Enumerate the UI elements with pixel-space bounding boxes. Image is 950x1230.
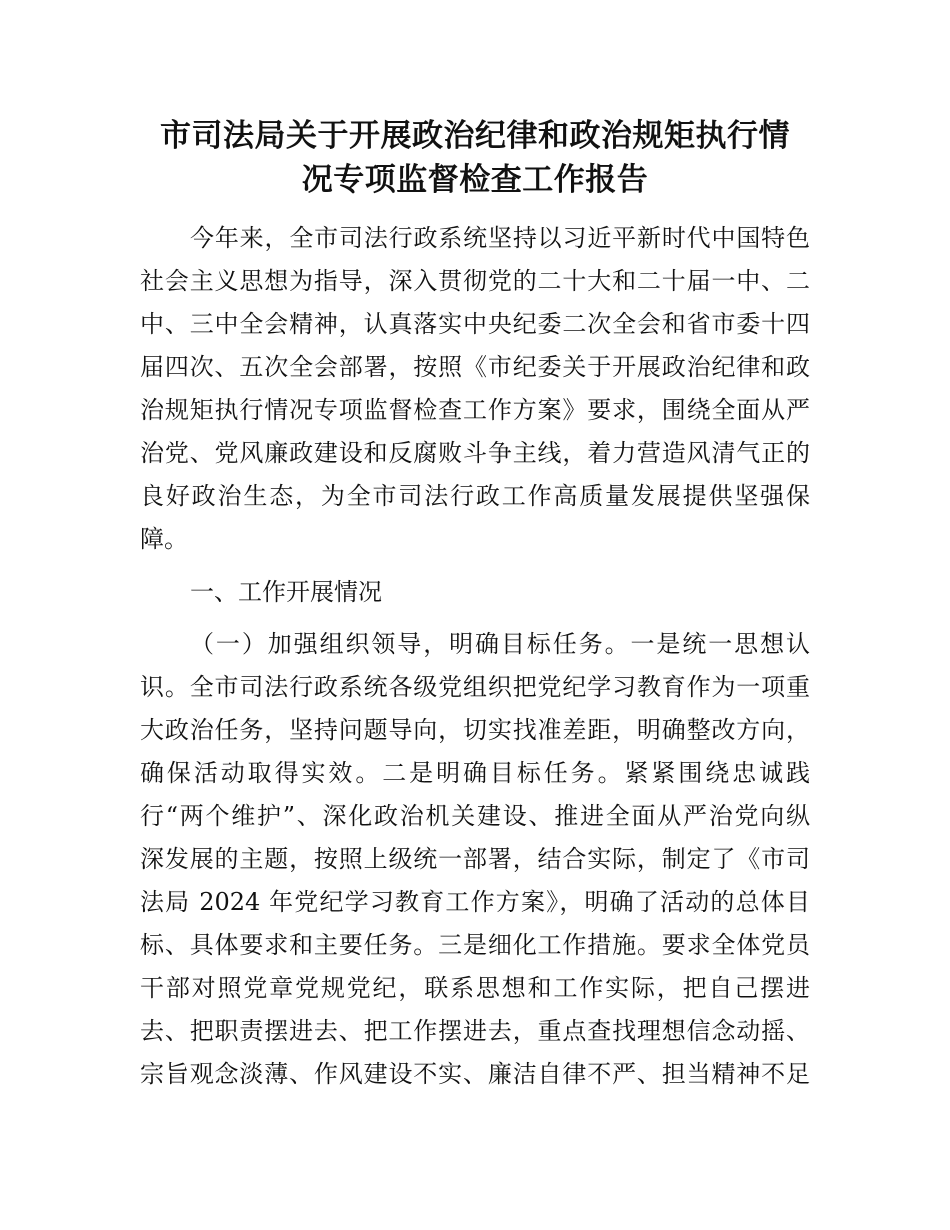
section-line: 宗旨观念淡薄、作风建设不实、廉洁自律不严、担当精神不足 [140,1060,810,1088]
intro-line: 中、三中全会精神，认真落实中央纪委二次全会和省市委十四 [140,310,810,338]
intro-line: 障。 [140,525,188,553]
section-line: 识。全市司法行政系统各级党组织把党纪学习教育作为一项重 [140,673,810,701]
section-heading: 一、工作开展情况 [190,578,382,606]
section-line: 干部对照党章党规党纪，联系思想和工作实际，把自己摆进 [140,974,810,1002]
report-title-line-1: 市司法局关于开展政治纪律和政治规矩执行情 [160,118,790,154]
section-line: （一）加强组织领导，明确目标任务。一是统一思想认 [190,630,810,658]
intro-line: 社会主义思想为指导，深入贯彻党的二十大和二十届一中、二 [140,267,810,295]
section-line: 标、具体要求和主要任务。三是细化工作措施。要求全体党员 [140,931,810,959]
intro-line: 今年来，全市司法行政系统坚持以习近平新时代中国特色 [190,224,810,252]
section-line: 法局 2024 年党纪学习教育工作方案》，明确了活动的总体目 [140,888,810,916]
intro-line: 良好政治生态，为全市司法行政工作高质量发展提供坚强保 [140,482,810,510]
section-line: 大政治任务，坚持问题导向，切实找准差距，明确整改方向， [140,716,810,744]
intro-line: 届四次、五次全会部署，按照《市纪委关于开展政治纪律和政 [140,353,810,381]
intro-line: 治党、党风廉政建设和反腐败斗争主线，着力营造风清气正的 [140,439,810,467]
section-line: 确保活动取得实效。二是明确目标任务。紧紧围绕忠诚践 [140,759,810,787]
section-line: 行“两个维护”、深化政治机关建设、推进全面从严治党向纵 [140,802,810,830]
section-line: 深发展的主题，按照上级统一部署，结合实际，制定了《市司 [140,845,810,873]
intro-line: 治规矩执行情况专项监督检查工作方案》要求，围绕全面从严 [140,396,810,424]
report-title-line-2: 况专项监督检查工作报告 [301,162,649,198]
section-line: 去、把职责摆进去、把工作摆进去，重点查找理想信念动摇、 [140,1017,810,1045]
